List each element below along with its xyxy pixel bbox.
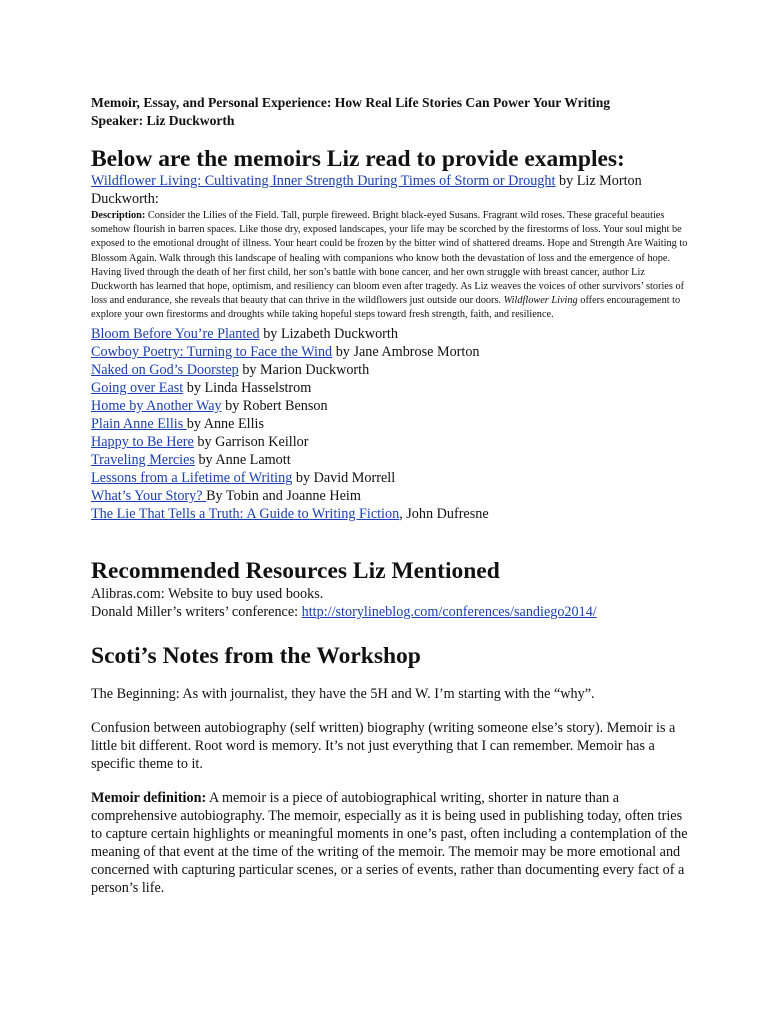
book-author: by Jane Ambrose Morton — [332, 343, 480, 360]
description-text-2: offers encouragement to explore your own firestorms and droughts while taking hopeful steps toward fresh strength, faith, and resilience. — [91, 295, 681, 321]
resource-conference-label: Donald Miller’s writers’ conference: — [91, 603, 302, 620]
list-item — [91, 397, 691, 415]
list-item — [91, 451, 691, 469]
book-author: by Linda Hasselstrom — [183, 379, 312, 396]
list-item — [91, 361, 691, 379]
book-author: by Robert Benson — [221, 397, 328, 414]
speaker-line: Speaker: Liz Duckworth — [91, 113, 235, 128]
book-author: , John Dufresne — [399, 505, 489, 522]
book-author: by Anne Lamott — [194, 451, 291, 468]
list-item — [91, 469, 691, 487]
conference-link[interactable]: http://storylineblog.com/conferences/sandiego2014/ — [301, 603, 597, 620]
book-link[interactable]: Bloom Before You’re Planted — [91, 325, 260, 342]
workshop-title: Memoir, Essay, and Personal Experience: How Real Life Stories Can Power Your Writing — [91, 95, 611, 110]
book-author: by Marion Duckworth — [238, 361, 370, 378]
book-link[interactable]: Going over East — [91, 379, 184, 396]
resources-heading: Recommended Resources Liz Mentioned — [91, 557, 500, 584]
book-link[interactable]: Home by Another Way — [91, 397, 222, 414]
notes-paragraph-definition — [91, 789, 691, 897]
resource-conference — [91, 603, 691, 621]
book-link[interactable]: The Lie That Tells a Truth: A Guide to Writing Fiction — [91, 505, 400, 522]
book-author: by Garrison Keillor — [193, 433, 309, 450]
book-link[interactable]: Cowboy Poetry: Turning to Face the Wind — [91, 343, 333, 360]
notes-heading: Scoti’s Notes from the Workshop — [91, 642, 421, 669]
resource-alibras: Alibras.com: Website to buy used books. — [91, 585, 324, 602]
book-author: by David Morrell — [292, 469, 396, 486]
book-author: by Lizabeth Duckworth — [259, 325, 398, 342]
featured-book-link[interactable]: Wildflower Living: Cultivating Inner Strength During Times of Storm or Drought — [91, 173, 556, 189]
definition-label: Memoir definition: — [91, 789, 207, 806]
workshop-header — [91, 94, 691, 130]
list-item — [91, 379, 691, 397]
list-item — [91, 505, 691, 523]
description-text-1: Consider the Lilies of the Field. Tall, purple fireweed. Bright black-eyed Susans. Fragrant wild roses. These graceful beauties somehow flourish in barren spaces. Like those dry, exposed landscapes, your life may be scorched by the firestorms of loss. Your soul might be exposed to the emotional drought of illness. Your heart could be frozen by the bitter wind of shattered dreams. Hope and Strength Are Waiting to Blossom Again. Walk through this landscape of healing with companions who know both the devastation of loss and the emergence of hope. Having lived through the death of her first child, her son’s battle with bone cancer, and her own struggle with breast cancer, author Liz Duckworth has learned that hope, optimism, and resiliency can bloom even after tragedy. As Liz weaves the voices of other survivors’ stories of loss and endurance, she reveals that beauty that can thrive in the wildflowers just outside our doors. — [91, 210, 688, 307]
book-link[interactable]: Lessons from a Lifetime of Writing — [91, 469, 293, 486]
book-link[interactable]: Plain Anne Ellis — [91, 415, 187, 432]
book-author: By Tobin and Joanne Heim — [206, 487, 361, 504]
book-link[interactable]: Happy to Be Here — [91, 433, 194, 450]
document-content — [91, 94, 691, 897]
book-author: by Anne Ellis — [186, 415, 265, 432]
description-label: Description: — [91, 210, 146, 221]
notes-paragraph-confusion: Confusion between autobiography (self written) biography (writing someone else’s story). Memoir is a little bit different. Root word is memory. It’s not just everything that I can remember. Memoir has a specific theme to it. — [91, 719, 676, 772]
list-item — [91, 343, 691, 361]
featured-book-author: by Liz Morton Duckworth: — [91, 173, 642, 207]
resources-list — [91, 585, 691, 621]
featured-book — [91, 172, 691, 208]
list-item — [91, 487, 691, 505]
book-list — [91, 325, 691, 523]
featured-book-description — [91, 209, 691, 323]
notes-paragraph-beginning: The Beginning: As with journalist, they have the 5H and W. I’m starting with the “why”. — [91, 685, 595, 702]
list-item — [91, 325, 691, 343]
definition-text: A memoir is a piece of autobiographical writing, shorter in nature than a comprehensive autobiography. The memoir, especially as it is being used in publishing today, often tries to capture certain highlights or meaningful moments in one’s past, often including a contemplation of the meaning of that event at the time of the writing of the memoir. The memoir may be more emotional and concerned with capturing particular scenes, or a series of events, rather than documenting every fact of a person’s life. — [91, 789, 688, 896]
book-link[interactable]: Naked on God’s Doorstep — [91, 361, 239, 378]
memoirs-heading: Below are the memoirs Liz read to provide examples: — [91, 146, 625, 172]
book-link[interactable]: What’s Your Story? — [91, 487, 207, 504]
description-italic-title: Wildflower Living — [503, 295, 578, 307]
list-item — [91, 433, 691, 451]
list-item — [91, 415, 691, 433]
book-link[interactable]: Traveling Mercies — [91, 451, 195, 468]
